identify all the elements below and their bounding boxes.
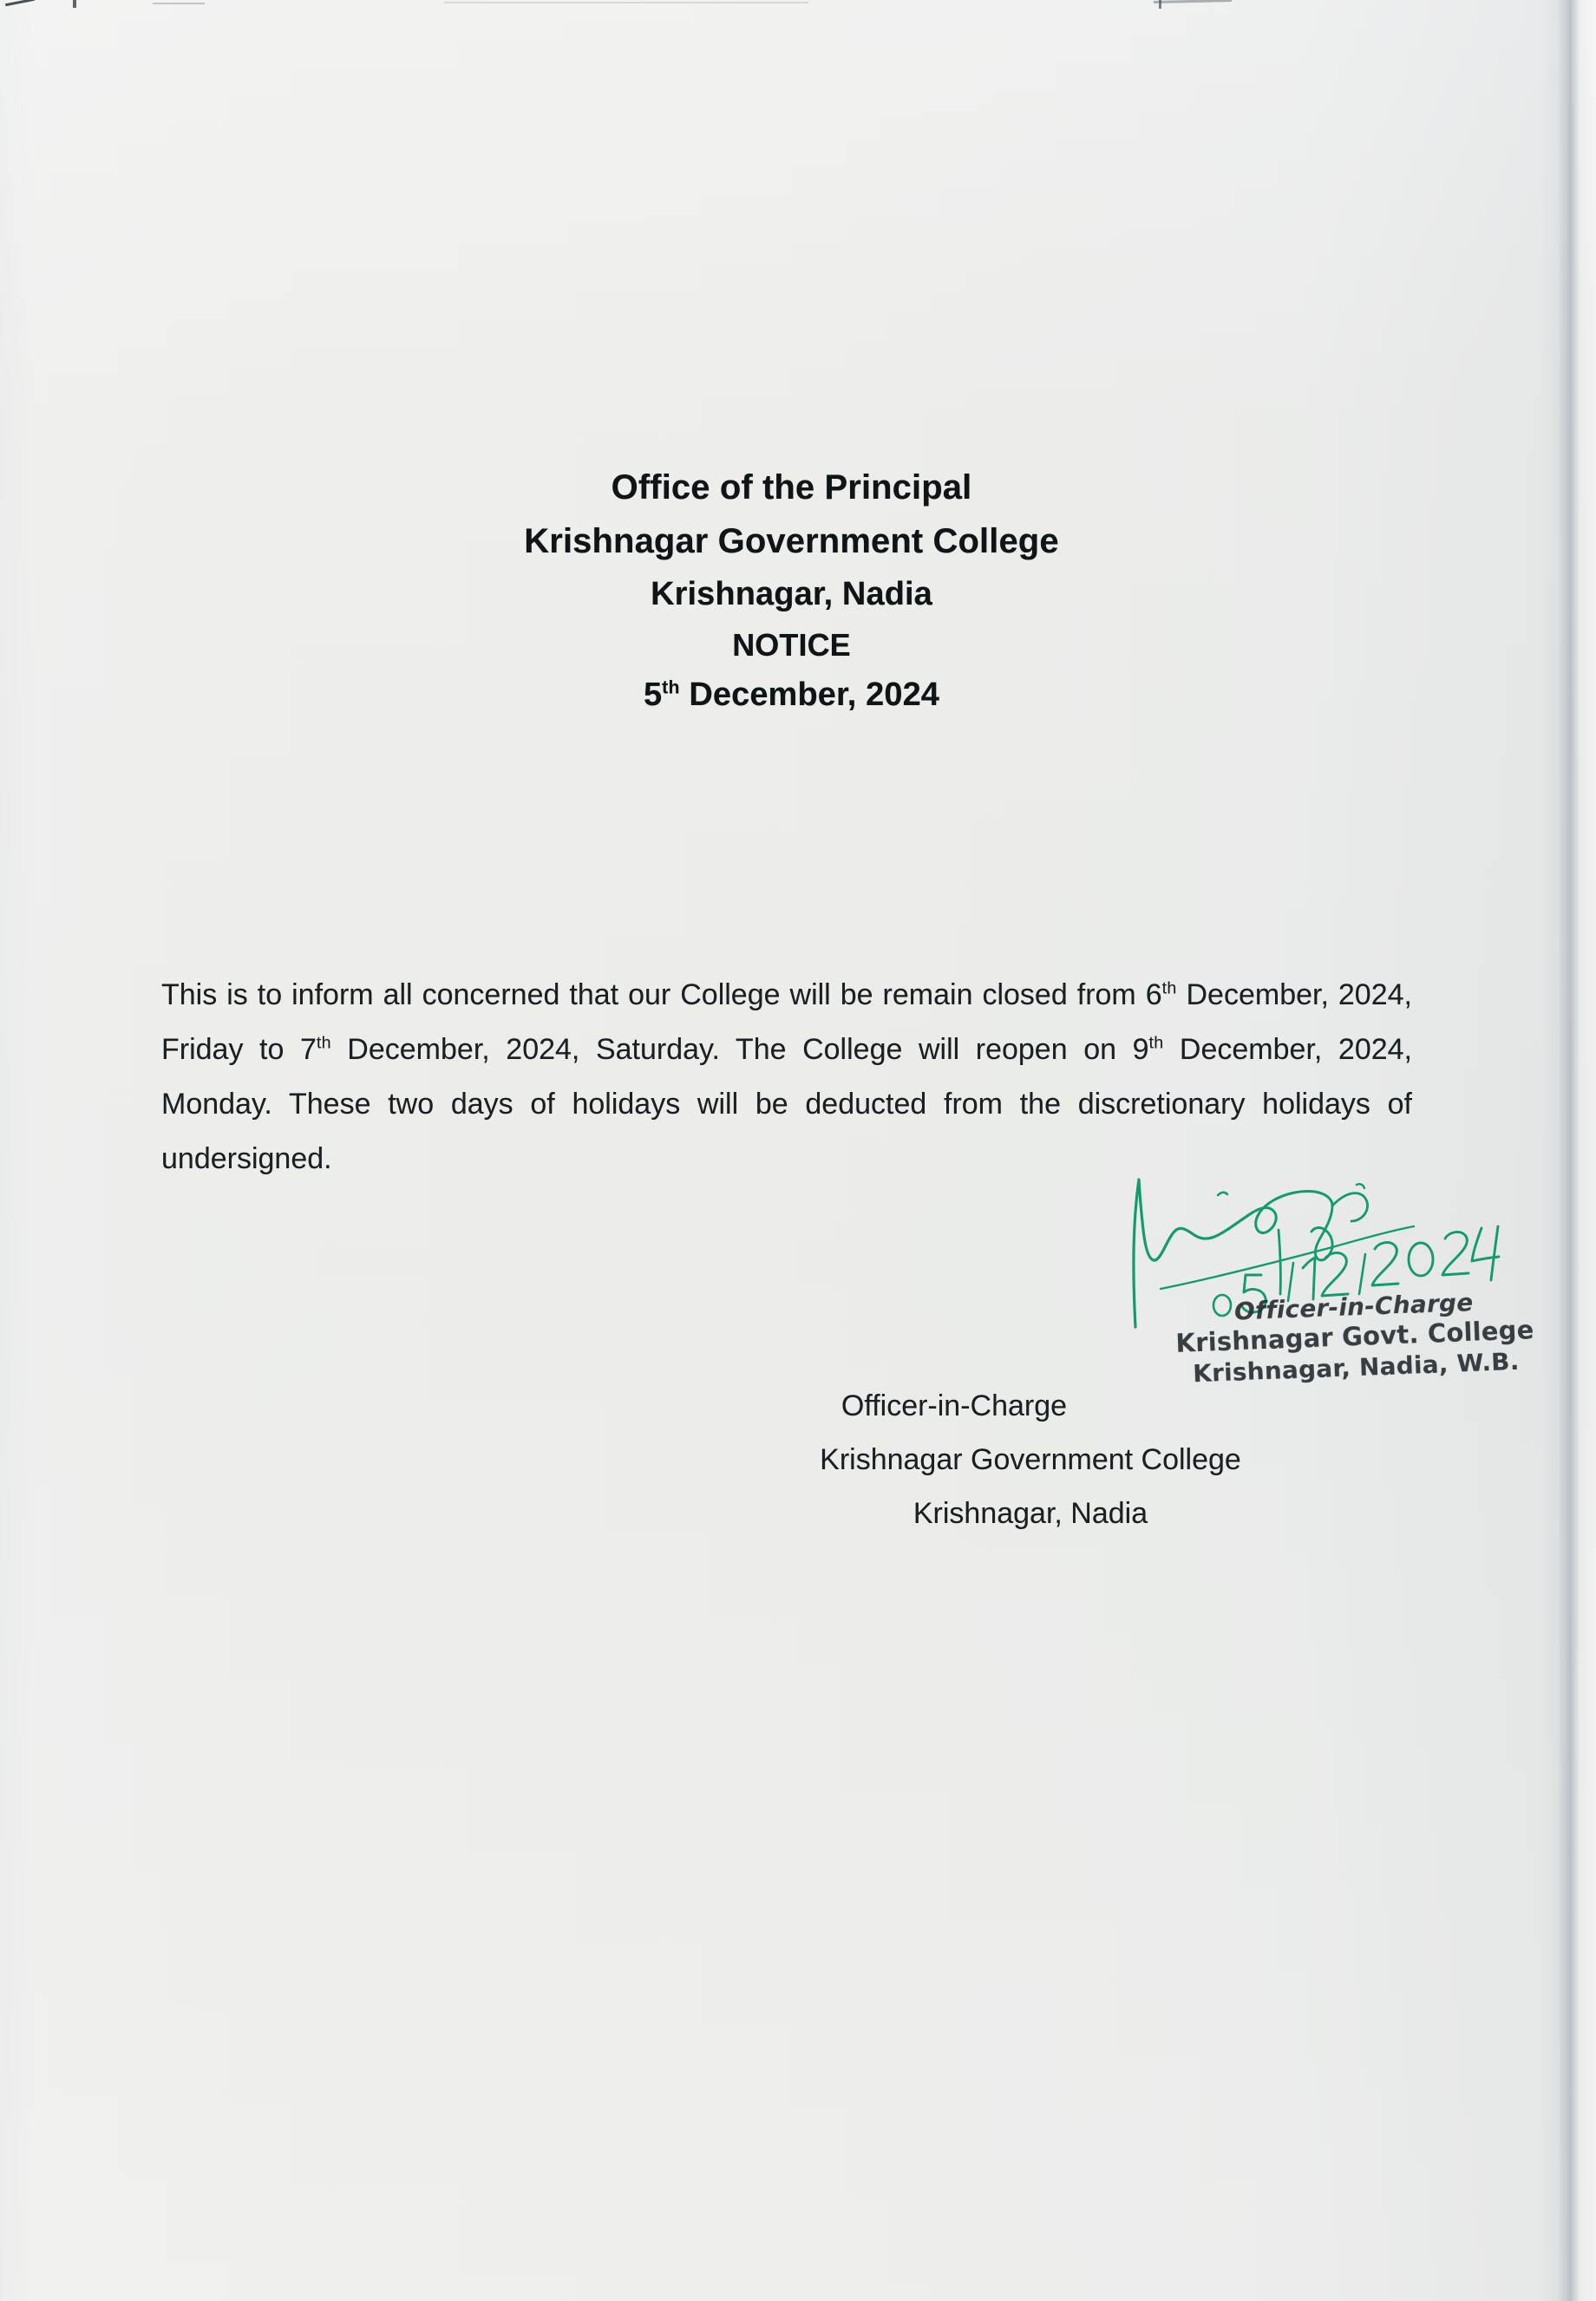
body-ordinal-1: th <box>1161 978 1177 998</box>
office-rubber-stamp <box>1171 1285 1539 1389</box>
letterhead-college: Krishnagar Government College <box>524 522 1059 560</box>
stamp-college: Krishnagar Govt. College <box>1174 1315 1535 1359</box>
scan-artifact-mark <box>153 3 205 4</box>
body-segment-4: December, 2024, Monday. These two days of holidays will be deducted from the discretionary holidays of undersigned. <box>161 1033 1413 1175</box>
letterhead-office: Office of the Principal <box>611 468 972 507</box>
notice-body-paragraph <box>161 968 1412 1186</box>
scan-artifact-mark <box>73 0 76 8</box>
letterhead <box>0 468 1583 713</box>
stamp-place: Krishnagar, Nadia, W.B. <box>1192 1346 1521 1388</box>
stamp-role: Officer-in-Charge <box>1233 1287 1474 1326</box>
body-ordinal-3: th <box>1148 1033 1164 1053</box>
designation-block <box>607 1379 1475 1540</box>
designation-role: Officer-in-Charge <box>841 1389 1068 1422</box>
body-segment-2: December, 2024, Friday to 7 <box>161 978 1412 1066</box>
scan-artifact-mark <box>444 2 808 3</box>
body-segment-3: December, 2024, Saturday. The College will reopen on 9 <box>330 1033 1149 1066</box>
notice-date-rest: December, 2024 <box>679 677 940 713</box>
notice-date-day: 5 <box>643 677 663 713</box>
scan-artifact-mark <box>5 0 35 6</box>
notice-date <box>0 677 1583 713</box>
designation-place: Krishnagar, Nadia <box>912 1497 1148 1530</box>
body-segment-1: This is to inform all concerned that our College will be remain closed from 6 <box>161 978 1162 1011</box>
scan-artifact-mark <box>1159 0 1161 9</box>
notice-heading: NOTICE <box>732 627 851 663</box>
designation-college: Krishnagar Government College <box>820 1443 1241 1476</box>
notice-date-ordinal: th <box>662 677 680 698</box>
scan-artifact-mark <box>1154 0 1232 3</box>
letterhead-place: Krishnagar, Nadia <box>651 576 932 612</box>
scan-edge-artifact <box>0 0 1596 10</box>
body-ordinal-2: th <box>316 1033 331 1053</box>
page-edge-shadow <box>1558 0 1580 2301</box>
